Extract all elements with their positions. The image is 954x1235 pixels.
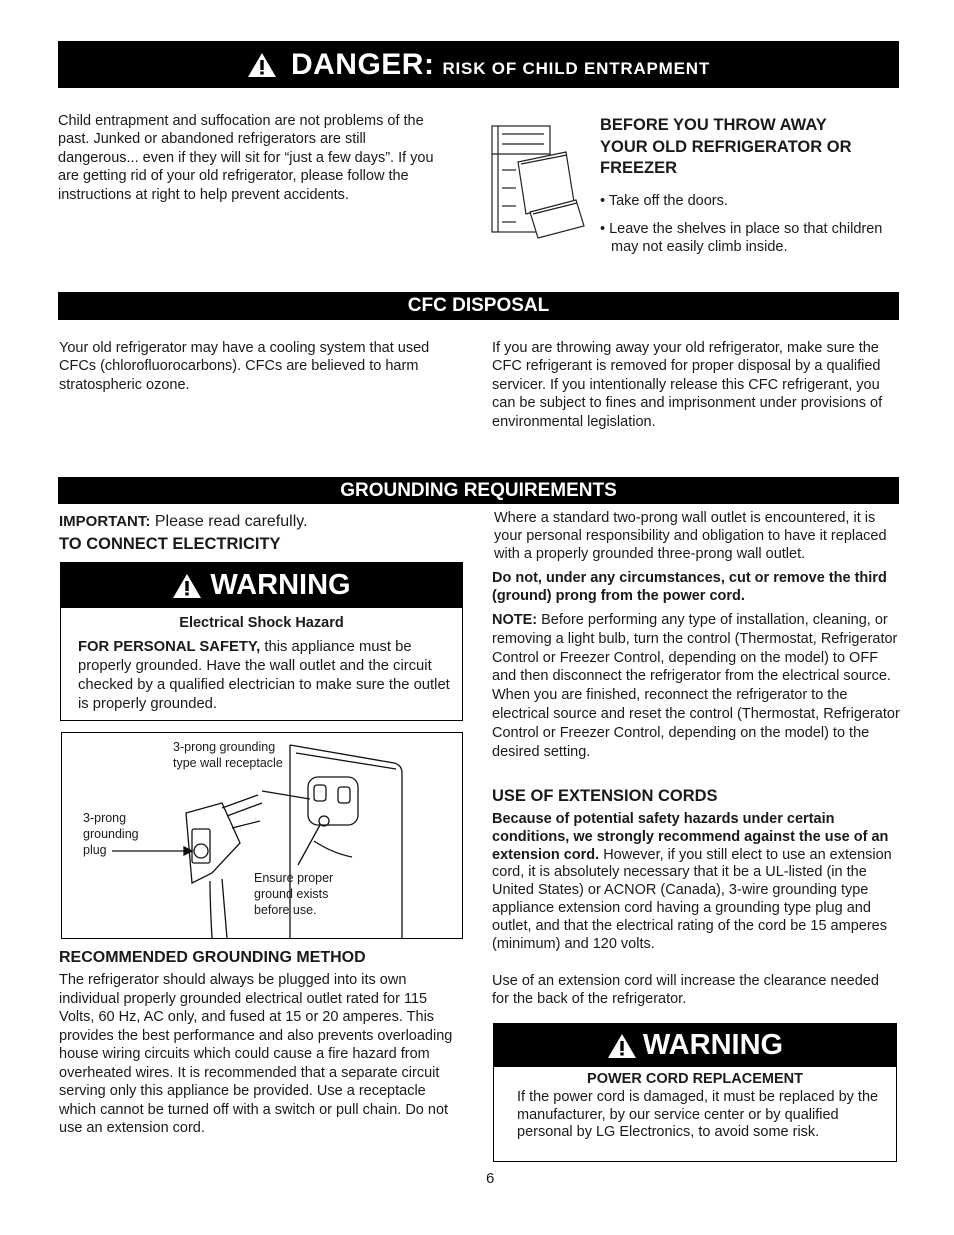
cfc-right-text: If you are throwing away your old refrigerator, make sure the CFC refrigerant is removed for proper disposal by a qualified servicer. If you intentionally release this CFC refrigerant, you can be subject to fines and imprisonment under provisions of environmental legislation.: [492, 340, 883, 430]
danger-word: DANGER:: [290, 47, 435, 81]
warning-box-power-cord: [493, 1023, 897, 1162]
grounding-title: GROUNDING REQUIREMENTS: [340, 480, 617, 501]
warning-subtitle: Electrical Shock Hazard: [179, 615, 344, 631]
plug-label: 3-prong grounding plug: [83, 811, 139, 857]
warning-body: If the power cord is damaged, it must be replaced by the manufacturer, by our service center or by qualified personal by LG Electronics, to avoid some risk.: [517, 1089, 879, 1141]
cfc-banner: [58, 292, 899, 320]
grounding-banner: [58, 477, 899, 504]
before-bullet-1: • Take off the doors.: [600, 193, 728, 209]
warning-subtitle: POWER CORD REPLACEMENT: [587, 1071, 803, 1087]
danger-body: Child entrapment and suffocation are not problems of the past. Junked or abandoned refrigerators are still dangerous... even if they will sit for “just a few days”. If you are getting rid of your old refrigerator, please follow the instructions at right to help prevent accidents.: [58, 113, 434, 203]
note-label: NOTE:: [492, 612, 538, 628]
recommended-title: RECOMMENDED GROUNDING METHOD: [59, 949, 366, 966]
plug-figure: [61, 732, 463, 939]
two-prong-text: Where a standard two-prong wall outlet is encountered, it is your personal responsibility and obligation to have it replaced with a properly grounded three-prong wall outlet.: [494, 510, 887, 563]
warning-title: WARNING: [642, 1029, 784, 1061]
important-text: Please read carefully.: [154, 513, 308, 530]
warning-title: WARNING: [210, 569, 351, 601]
warning-body-wrap: [61, 631, 462, 714]
recommended-body: The refrigerator should always be plugged into its own individual properly grounded electrical outlet rated for 115 Volts, 60 Hz, AC only, and fused at 15 or 20 amperes. This provides the best performance and also prevents overloading house wiring circuits which could cause a fire hazard from overheated wires. It is recommended that a separate circuit serving only this appliance be provided. Use a receptacle which cannot be turned off with a switch or pull chain. Do not use an extension cord.: [59, 972, 453, 1136]
do-not-text: Do not, under any circumstances, cut or remove the third (ground) prong from the power cord.: [492, 570, 887, 605]
cfc-left-text: Your old refrigerator may have a cooling system that used CFCs (chlorofluorocarbons). CFCs are believed to harm stratospheric ozone.: [59, 340, 430, 393]
note-text: [492, 611, 900, 761]
page-number: 6: [486, 1170, 495, 1187]
warning-triangle-icon: [247, 52, 277, 78]
important-line: [59, 513, 308, 531]
warning-triangle-icon: [607, 1033, 637, 1059]
warning-triangle-icon: [172, 573, 202, 599]
warning-header: [494, 1024, 896, 1067]
note-body: Before performing any type of installation, cleaning, or removing a light bulb, turn the control (Thermostat, Refrigerator Control or Freezer Control, depending on the model) to OFF and then disconnect the refrigerator from the electrical source. When you are finished, reconnect the refrigerator to the electrical source and reset the control (Thermostat, Refrigerator Control or Freezer Control, depending on the model) to the desired setting.: [492, 612, 900, 760]
ext-text: [492, 811, 904, 953]
before-bullet-2: • Leave the shelves in place so that children may not easily climb inside.: [600, 221, 883, 256]
ensure-label: Ensure proper ground exists before use.: [254, 871, 334, 917]
before-title: BEFORE YOU THROW AWAY YOUR OLD REFRIGERATOR OR FREEZER: [600, 116, 852, 177]
warning-body: this appliance must be properly grounded. Have the wall outlet and the circuit checked by a qualified electrician to make sure the outlet is properly grounded.: [78, 639, 450, 712]
danger-banner: [58, 41, 899, 88]
connect-title: TO CONNECT ELECTRICITY: [59, 535, 281, 553]
warning-header: [61, 563, 462, 608]
danger-subtitle: RISK OF CHILD ENTRAPMENT: [442, 58, 711, 78]
receptacle-label: 3-prong grounding type wall receptacle: [173, 740, 283, 770]
ext-title: USE OF EXTENSION CORDS: [492, 787, 718, 805]
warning-lead: FOR PERSONAL SAFETY,: [78, 639, 261, 655]
important-label: IMPORTANT:: [59, 513, 151, 530]
refrigerator-illustration: [488, 122, 588, 242]
warning-box-electrical: [60, 562, 463, 721]
ext-body: However, if you still elect to use an extension cord, it is absolutely necessary that it be a UL-listed (in the United States) or ACNOR (Canada), 3-wire grounding type appliance extension cord having a grounding type plug and outlet, and that the electrical rating of the cord be 15 amperes (minimum) and 120 volts.: [492, 846, 892, 952]
ext-clearance: Use of an extension cord will increase the clearance needed for the back of the refrigerator.: [492, 973, 879, 1008]
ext-bold: Because of potential safety hazards under certain conditions, we strongly recommend against the use of an extension cord.: [492, 811, 889, 863]
cfc-title: CFC DISPOSAL: [407, 295, 550, 316]
